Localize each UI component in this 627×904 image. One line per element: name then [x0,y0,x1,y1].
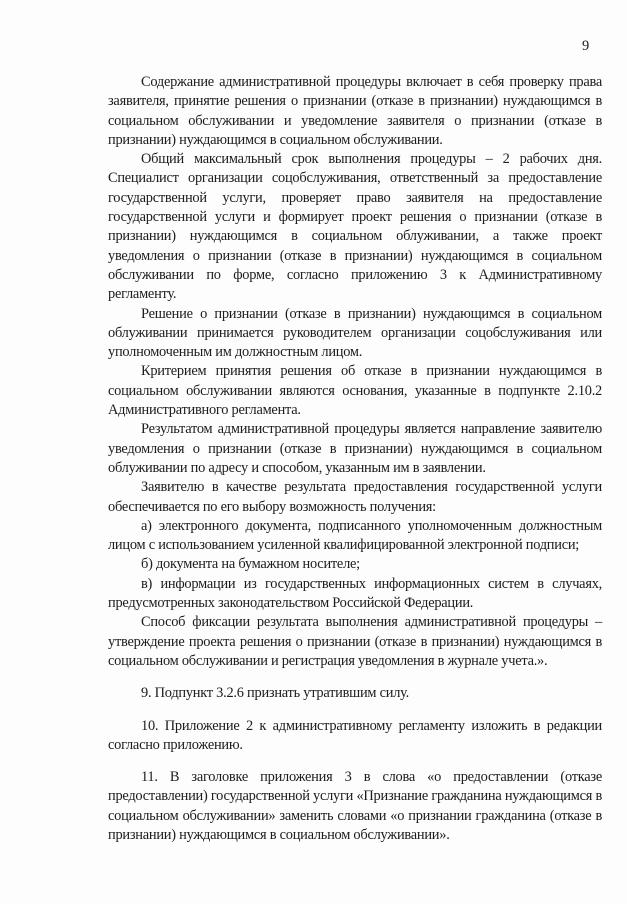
paragraph-item-11: 11. В заголовке приложения 3 в слова «о предоставлении (отказе предоставлении) государственной услуги «Признание гражданина нуждающимся в социальном обслуживании» заменить словами «о признании гражданина (отказе в признании) нуждающимся в социальном обслуживании». [108,769,602,843]
document-body [108,73,602,845]
paragraph-item-9: 9. Подпункт 3.2.6 признать утратившим силу. [141,685,410,702]
paragraph-max-term: Общий максимальный срок выполнения процедуры – 2 рабочих дня. Специалист организации соцобслуживания, ответственный за предоставление государственной услуги, проверяет право заявителя на предоставление государственной услуги и формирует проект решения о признании (отказе в признании) нуждающимся в социальном облуживании, а также проект уведомления о признании (отказе в признании) нуждающимся в социальном обслуживании по форме, согласно приложению 3 к Административному регламенту. [108,151,602,303]
paragraph-decision: Решение о признании (отказе в признании) нуждающимся в социальном облуживании принимается руководителем организации соцобслуживания или уполномоченным им должностным лицом. [108,305,602,361]
list-item-b: б) документа на бумажном носителе; [141,556,360,573]
paragraph-fixation-method: Способ фиксации результата выполнения административной процедуры – утверждение проекта решения о признании (отказе в признании) нуждающимся в социальном обслуживании и регистрация уведомления в журнале учета.». [108,614,602,669]
paragraph-item-10: 10. Приложение 2 к административному регламенту изложить в редакции согласно приложению. [108,717,602,753]
paragraph-result-options: Заявителю в качестве результата предоставления государственной услуги обеспечивается по его выбору возможность получения: [108,479,602,515]
list-item-a: а) электронного документа, подписанного уполномоченным должностным лицом с использованием усиленной квалифицированной электронной подписи; [108,517,602,554]
paragraph-procedure-content: Содержание административной процедуры включает в себя проверку права заявителя, принятие решения о признании (отказе в признании) нуждающимся в социальном обслуживании и уведомление заявителя о признании (отказе в признании) нуждающимся в социальном обслуживании. [108,74,602,148]
list-item-c: в) информации из государственных информационных систем в случаях, предусмотренных законодательством Российской Федерации. [108,575,602,612]
page-number: 9 [582,38,589,54]
paragraph-refusal-criterion: Критерием принятия решения об отказе в признании нуждающимся в социальном обслуживании являются основания, указанные в подпункте 2.10.2 Административного регламента. [108,363,602,419]
paragraph-procedure-result: Результатом административной процедуры является направление заявителю уведомления о признании (отказе в признании) нуждающимся в социальном облуживании по адресу и способом, указанным им в заявлении. [108,421,602,476]
